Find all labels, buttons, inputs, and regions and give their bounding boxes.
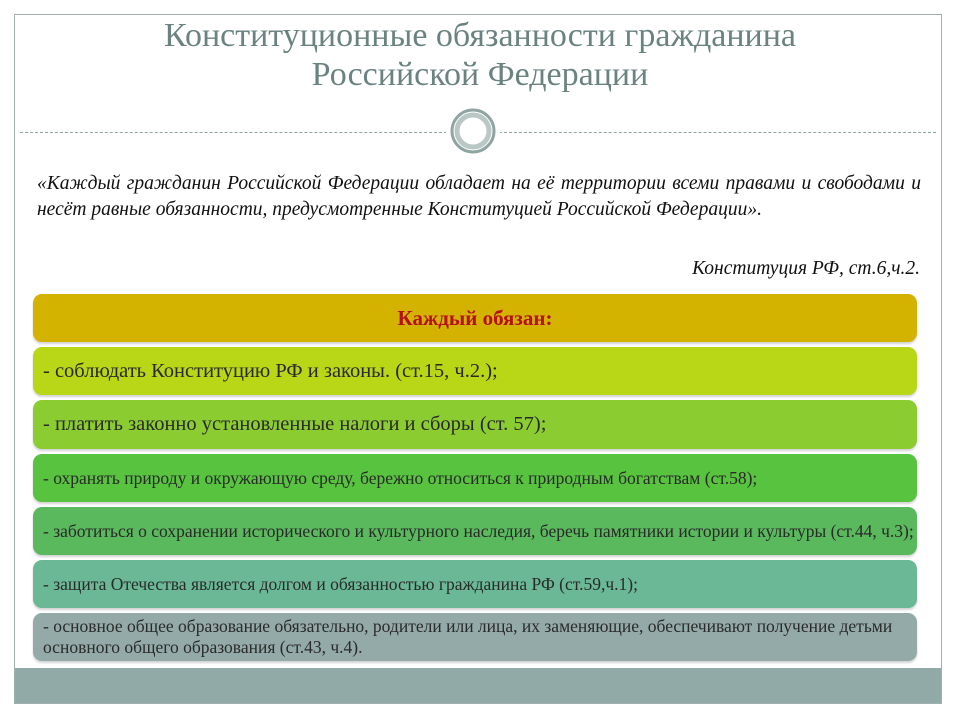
duty-text: - заботиться о сохранении исторического и культурного наследия, беречь памятники истории и культуры (ст.44, ч.3); [43, 520, 914, 541]
page-title [20, 16, 940, 94]
duty-band-5 [33, 560, 917, 608]
title-line-1: Конституционные обязанности гражданина [163, 17, 797, 54]
footer-bar [15, 668, 941, 703]
duty-band-1 [33, 347, 917, 395]
duty-band-2 [33, 400, 917, 449]
duties-header-label: Каждый обязан: [397, 305, 553, 330]
duty-text: - платить законно установленные налоги и сборы (ст. 57); [43, 413, 547, 435]
duty-text: - основное общее образование обязательно, родители или лица, их заменяющие, обеспечивают получение детьми основного общего образования (ст.43, ч.4). [43, 616, 893, 657]
duty-text: - охранять природу и окружающую среду, бережно относиться к природным богатствам (ст.58); [43, 467, 758, 488]
duty-band-3 [33, 454, 917, 502]
duties-header-band [33, 294, 917, 342]
constitution-quote: «Каждый гражданин Российской Федерации обладает на её территории всеми правами и свободами и несёт равные обязанности, предусмотренные Конституцией Российской Федерации». [37, 173, 921, 220]
duty-band-6 [33, 613, 917, 661]
duty-text: - соблюдать Конституцию РФ и законы. (ст.15, ч.2.); [43, 359, 498, 382]
duty-band-4 [33, 507, 917, 555]
circle-ornament-icon [445, 103, 501, 159]
quote-source: Конституция РФ, ст.6,ч.2. [692, 258, 920, 279]
title-line-2: Российской Федерации [311, 56, 649, 93]
duty-text: - защита Отечества является долгом и обязанностью гражданина РФ (ст.59,ч.1); [43, 573, 638, 594]
